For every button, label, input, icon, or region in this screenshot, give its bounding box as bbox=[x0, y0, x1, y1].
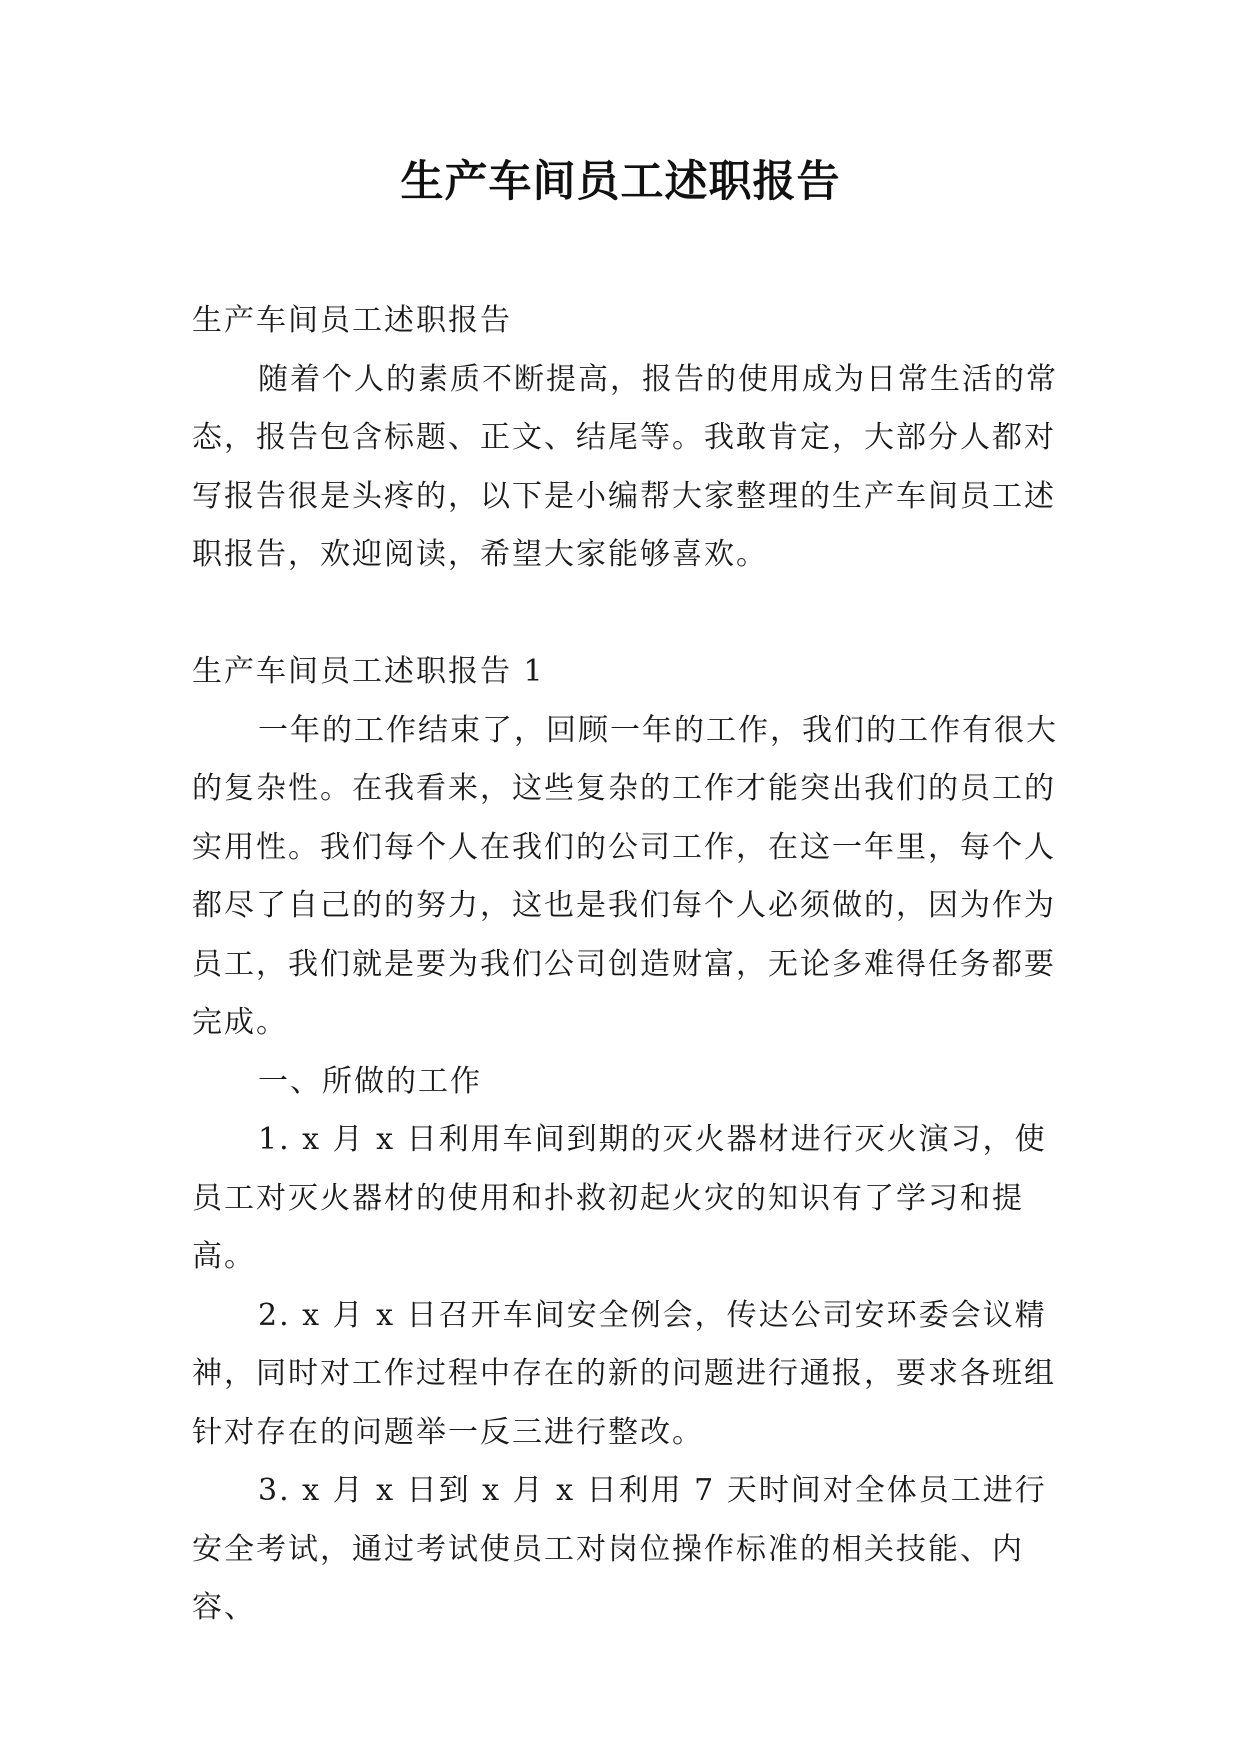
document-title: 生产车间员工述职报告 bbox=[400, 157, 841, 207]
section-heading: 生产车间员工述职报告 1 bbox=[192, 654, 545, 689]
intro-paragraph: 随着个人的素质不断提高，报告的使用成为日常生活的常态，报告包含标题、正文、结尾等。我敢肯定，大部分人都对写报告很是头疼的，以下是小编帮大家整理的生产车间员工述职报告，欢迎阅读，希望大家能够喜欢。 bbox=[192, 361, 1058, 572]
section-paragraph: 一年的工作结束了，回顾一年的工作，我们的工作有很大的复杂性。在我看来，这些复杂的工作才能突出我们的员工的实用性。我们每个人在我们的公司工作，在这一年里，每个人都尽了自己的的努力，这也是我们每个人必须做的，因为作为员工，我们就是要为我们公司创造财富，无论多难得任务都要完成。 bbox=[192, 712, 1058, 1040]
paragraph-gap bbox=[192, 585, 1068, 644]
list-heading: 一、所做的工作 bbox=[258, 1063, 482, 1099]
document-body bbox=[192, 292, 1068, 1638]
subheading: 生产车间员工述职报告 bbox=[192, 303, 512, 338]
list-item-3: 3. x 月 x 日到 x 月 x 日利用 7 天时间对全体员工进行安全考试，通过考试使员工对岗位操作标准的相关技能、内容、 bbox=[192, 1473, 1047, 1625]
list-item-1: 1. x 月 x 日利用车间到期的灭火器材进行灭火演习，使员工对灭火器材的使用和扑救初起火灾的知识有了学习和提高。 bbox=[192, 1122, 1047, 1274]
list-item-2: 2. x 月 x 日召开车间安全例会，传达公司安环委会议精神，同时对工作过程中存在的新的问题进行通报，要求各班组针对存在的问题举一反三进行整改。 bbox=[192, 1297, 1056, 1450]
